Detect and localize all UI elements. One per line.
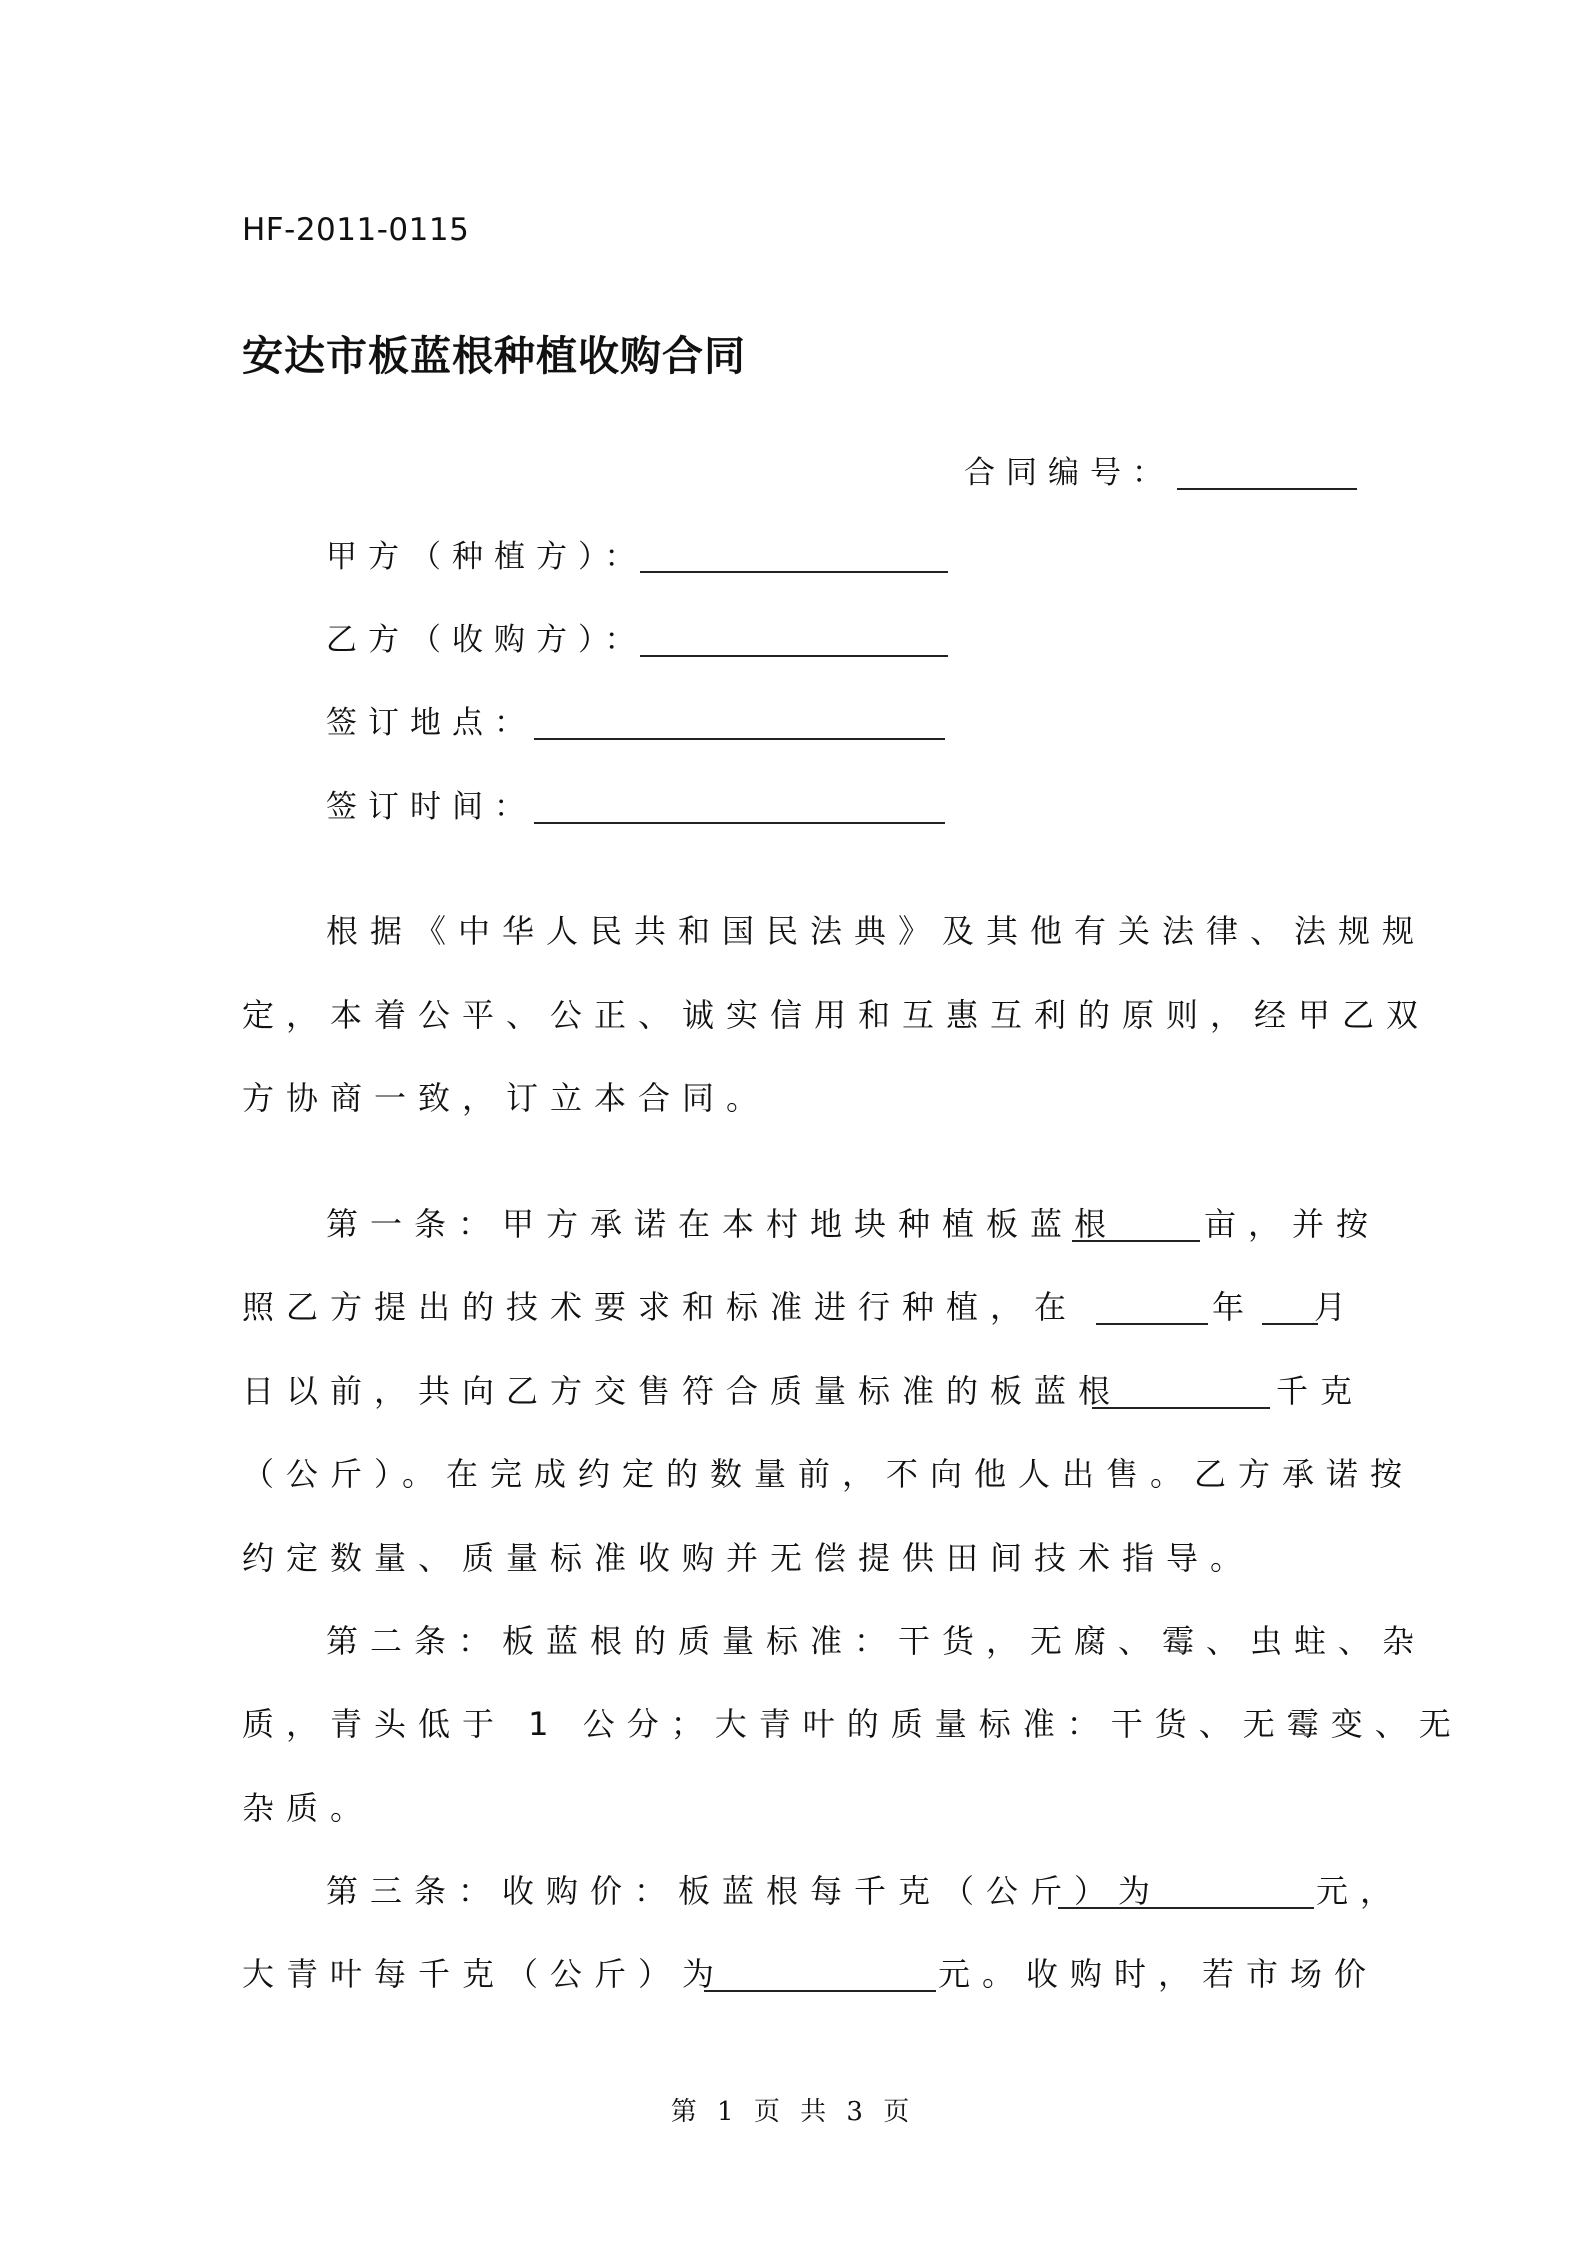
article1-line-3b: 千克 <box>1276 1372 1365 1410</box>
sign-time-label: 签订时间： <box>326 789 536 825</box>
article2-line-1: 第二条：板蓝根的质量标准：干货，无腐、霉、虫蛀、杂 <box>326 1622 1427 1660</box>
party-a-label: 甲方（种植方）： <box>326 539 647 575</box>
document-code: HF-2011-0115 <box>242 212 470 248</box>
contract-number-label: 合同编号： <box>964 455 1174 491</box>
article3-root-price-blank[interactable] <box>1058 1907 1314 1909</box>
article3-line-1b: 元， <box>1316 1872 1405 1910</box>
contract-number-blank[interactable] <box>1177 488 1357 490</box>
preamble-line-2: 定，本着公平、公正、诚实信用和互惠互利的原则，经甲乙双 <box>242 996 1431 1034</box>
article3-line-1a: 第三条：收购价：板蓝根每千克（公斤）为 <box>326 1872 1163 1910</box>
article1-month-label: 月 <box>1314 1288 1359 1326</box>
article1-year-label: 年 <box>1212 1288 1257 1326</box>
article1-kg-blank[interactable] <box>1092 1407 1270 1409</box>
article1-line-1a: 第一条：甲方承诺在本村地块种植板蓝根 <box>326 1205 1119 1243</box>
article1-month-blank[interactable] <box>1262 1323 1318 1325</box>
article3-line-2a: 大青叶每千克（公斤）为 <box>242 1955 727 1993</box>
document-title: 安达市板蓝根种植收购合同 <box>242 332 746 380</box>
sign-time-blank[interactable] <box>534 822 945 824</box>
article1-line-2a: 照乙方提出的技术要求和标准进行种植，在 <box>242 1288 1079 1326</box>
article1-line-4: （公斤）。在完成约定的数量前，不向他人出售。乙方承诺按 <box>242 1455 1415 1493</box>
article1-line-1b: 亩，并按 <box>1204 1205 1381 1243</box>
article3-leaf-price-blank[interactable] <box>704 1990 936 1992</box>
party-b-label: 乙方（收购方）： <box>326 622 647 658</box>
preamble-line-1: 根据《中华人民共和国民法典》及其他有关法律、法规规 <box>326 912 1427 950</box>
party-b-blank[interactable] <box>640 655 948 657</box>
article2-line-3: 杂质。 <box>242 1789 375 1827</box>
sign-place-label: 签订地点： <box>326 705 536 741</box>
preamble-line-3: 方协商一致，订立本合同。 <box>242 1079 771 1117</box>
article3-line-2b: 元。收购时，若市场价 <box>938 1955 1379 1993</box>
sign-place-blank[interactable] <box>534 738 945 740</box>
page-footer: 第 1 页 共 3 页 <box>670 2097 916 2127</box>
article1-year-blank[interactable] <box>1096 1323 1208 1325</box>
article1-line-5: 约定数量、质量标准收购并无偿提供田间技术指导。 <box>242 1539 1255 1577</box>
party-a-blank[interactable] <box>640 571 948 573</box>
article1-mu-blank[interactable] <box>1072 1240 1200 1242</box>
article2-line-2: 质，青头低于 1 公分；大青叶的质量标准：干货、无霉变、无 <box>242 1705 1463 1743</box>
article1-line-3a: 日以前，共向乙方交售符合质量标准的板蓝根 <box>242 1372 1123 1410</box>
